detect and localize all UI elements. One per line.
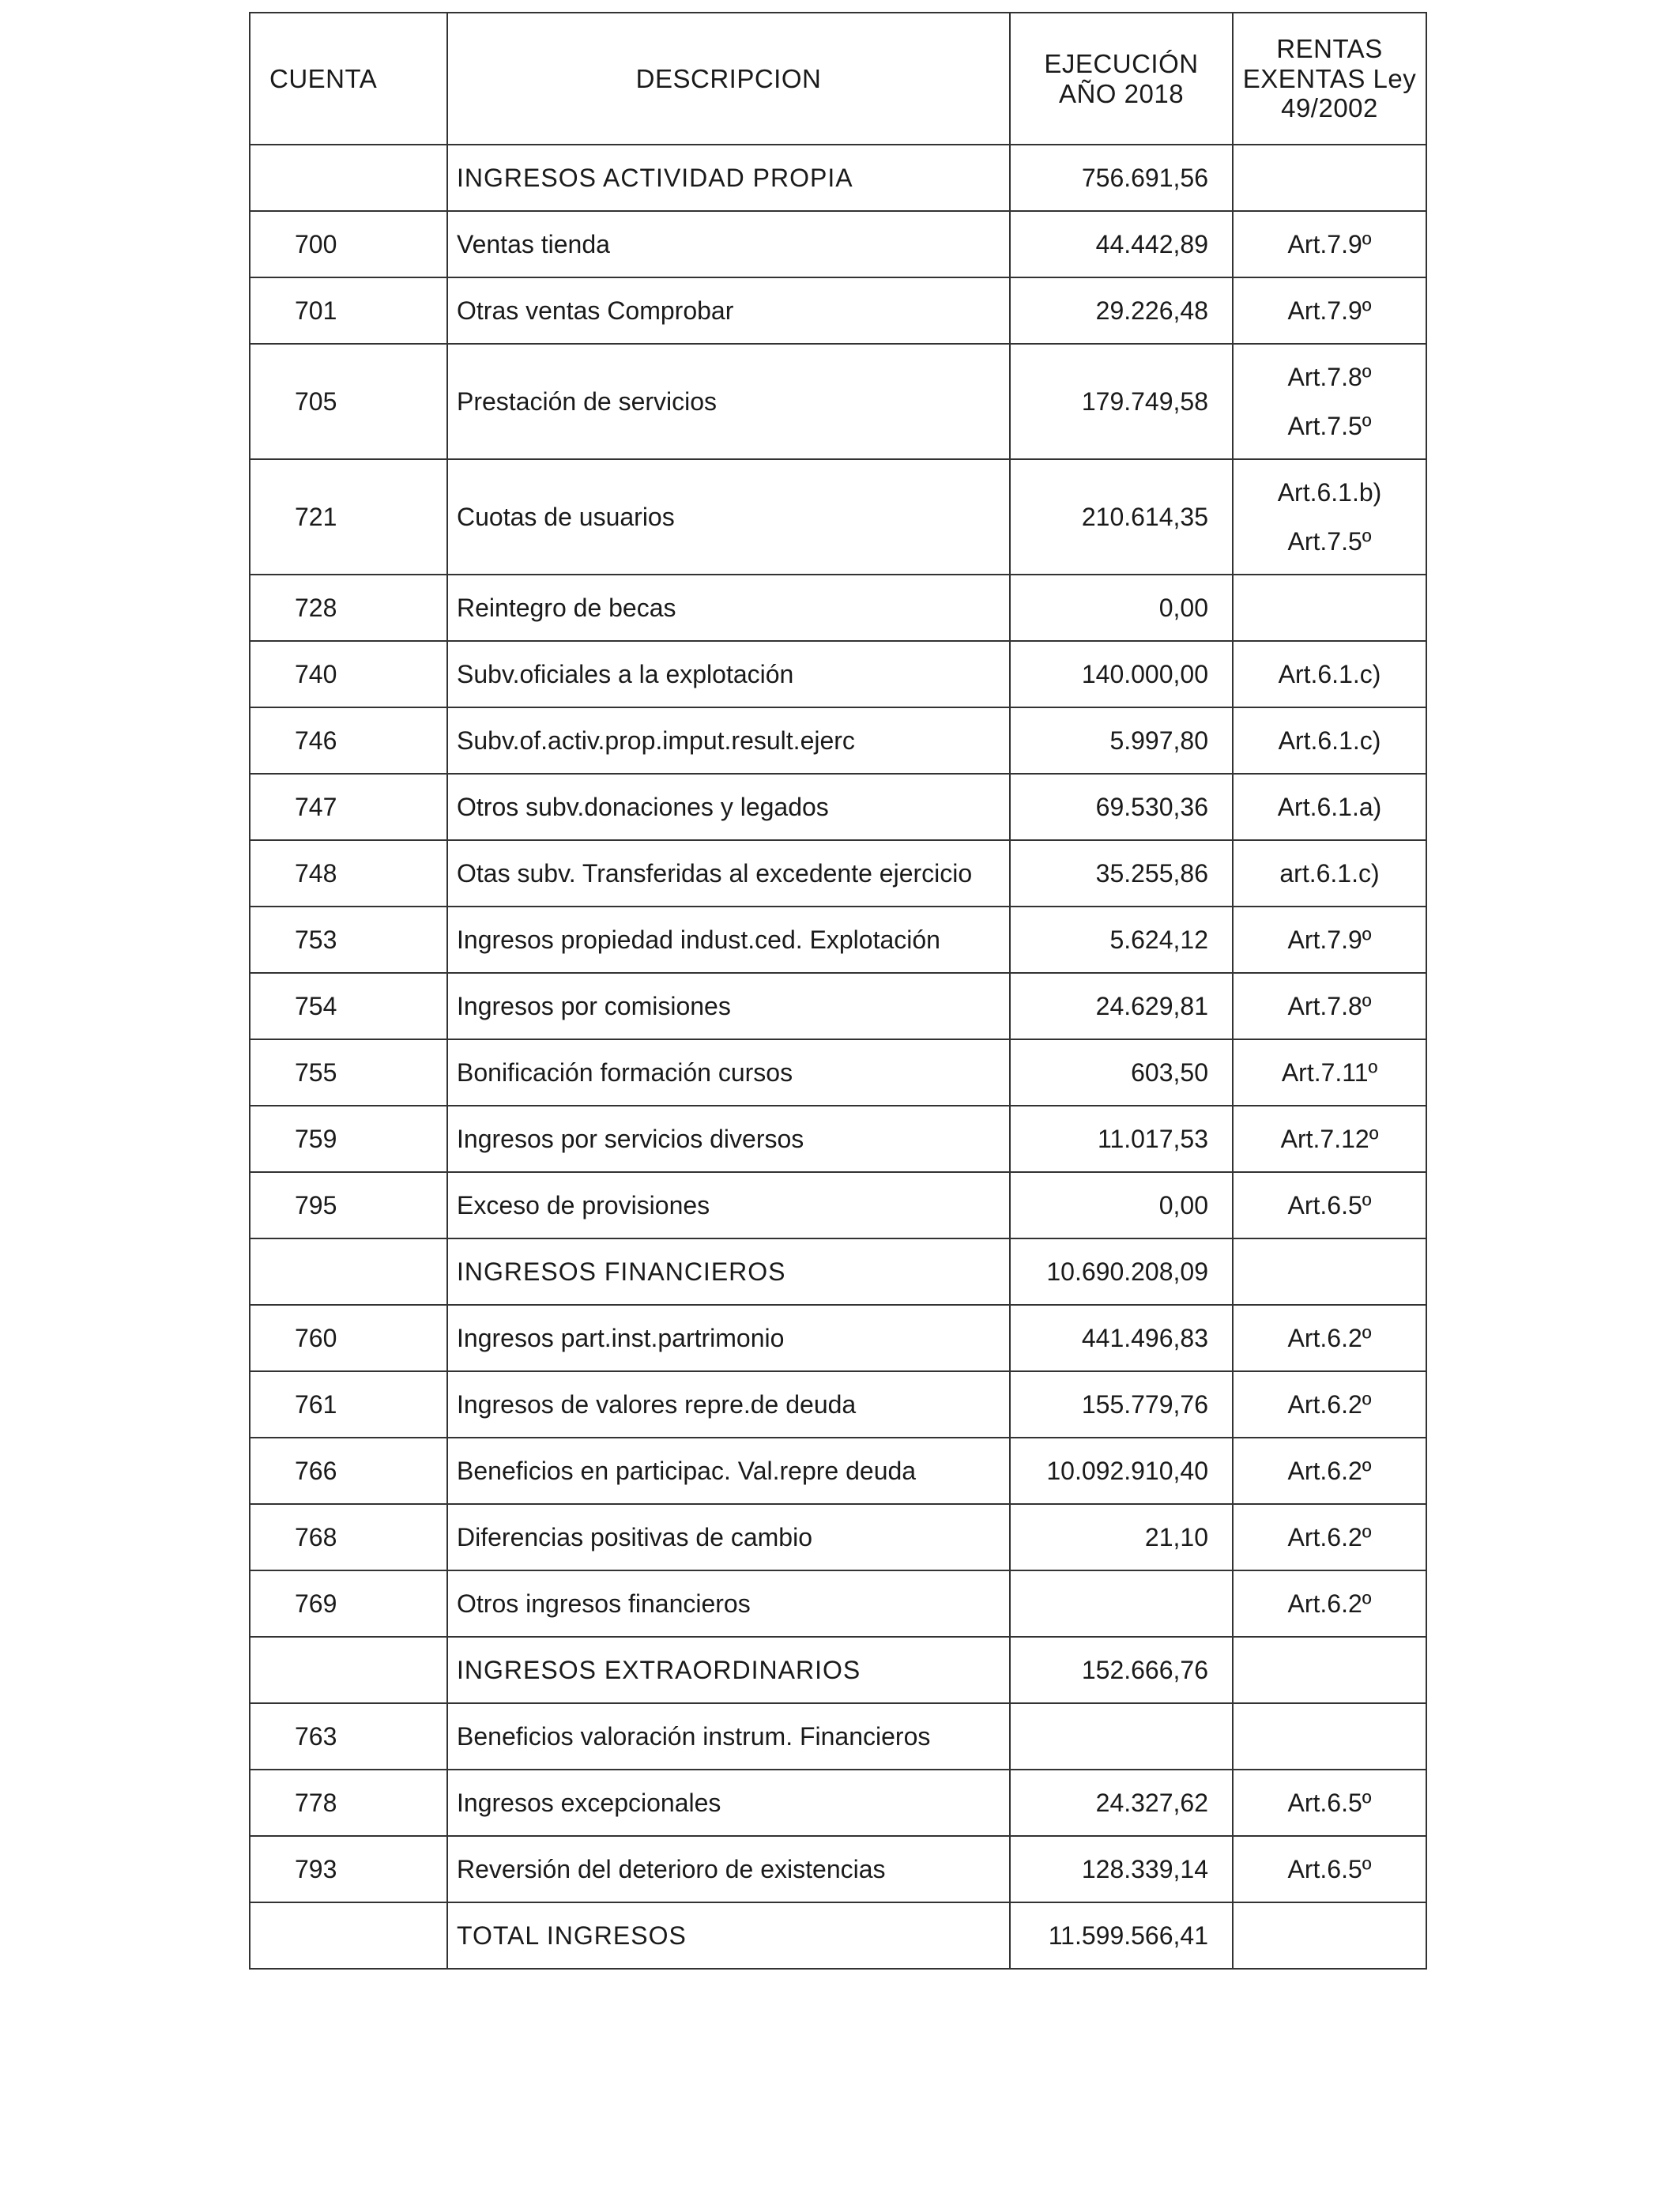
cell-articulo: Art.6.2º bbox=[1233, 1504, 1426, 1570]
cell-descripcion: Subv.oficiales a la explotación bbox=[447, 641, 1010, 707]
table-row bbox=[250, 1504, 1426, 1570]
total-row bbox=[250, 1902, 1426, 1969]
cell-importe: 11.599.566,41 bbox=[1010, 1902, 1233, 1969]
cell-importe: 10.092.910,40 bbox=[1010, 1438, 1233, 1504]
table-row bbox=[250, 575, 1426, 641]
cell-importe: 10.690.208,09 bbox=[1010, 1238, 1233, 1305]
table-row bbox=[250, 1305, 1426, 1371]
header-rentas bbox=[1233, 13, 1426, 145]
cell-articulo: Art.6.2º bbox=[1233, 1438, 1426, 1504]
cell-descripcion: INGRESOS ACTIVIDAD PROPIA bbox=[447, 145, 1010, 211]
cell-cuenta: 747 bbox=[250, 774, 447, 840]
cell-articulo: Art.7.12º bbox=[1233, 1106, 1426, 1172]
cell-articulo bbox=[1233, 1238, 1426, 1305]
cell-descripcion: Otas subv. Transferidas al excedente ejercicio bbox=[447, 840, 1010, 907]
cell-cuenta: 700 bbox=[250, 211, 447, 277]
cell-descripcion: Cuotas de usuarios bbox=[447, 459, 1010, 575]
cell-descripcion: Prestación de servicios bbox=[447, 344, 1010, 459]
cell-cuenta: 728 bbox=[250, 575, 447, 641]
articulo-line2: Art.7.5º bbox=[1287, 412, 1372, 440]
cell-descripcion: Ingresos excepcionales bbox=[447, 1770, 1010, 1836]
cell-importe: 21,10 bbox=[1010, 1504, 1233, 1570]
cell-articulo: Art.6.1.c) bbox=[1233, 641, 1426, 707]
section-row-actividad-propia bbox=[250, 145, 1426, 211]
header-descripcion: DESCRIPCION bbox=[447, 13, 1010, 145]
articulo-line1: Art.6.1.b) bbox=[1277, 478, 1382, 507]
cell-cuenta: 754 bbox=[250, 973, 447, 1039]
cell-cuenta: 793 bbox=[250, 1836, 447, 1902]
cell-cuenta: 759 bbox=[250, 1106, 447, 1172]
cell-cuenta: 755 bbox=[250, 1039, 447, 1106]
header-rentas-line3: 49/2002 bbox=[1281, 93, 1378, 123]
cell-importe: 0,00 bbox=[1010, 575, 1233, 641]
cell-descripcion: Otros ingresos financieros bbox=[447, 1570, 1010, 1637]
cell-cuenta: 763 bbox=[250, 1703, 447, 1770]
table-row bbox=[250, 277, 1426, 344]
cell-cuenta bbox=[250, 1637, 447, 1703]
table-row bbox=[250, 459, 1426, 575]
cell-descripcion: INGRESOS FINANCIEROS bbox=[447, 1238, 1010, 1305]
cell-articulo bbox=[1233, 575, 1426, 641]
table-row bbox=[250, 641, 1426, 707]
table-row bbox=[250, 344, 1426, 459]
header-ejecucion-line1: EJECUCIÓN bbox=[1044, 48, 1199, 78]
cell-cuenta: 769 bbox=[250, 1570, 447, 1637]
table-row bbox=[250, 1770, 1426, 1836]
cell-articulo: Art.7.9º bbox=[1233, 211, 1426, 277]
cell-cuenta: 701 bbox=[250, 277, 447, 344]
cell-cuenta: 748 bbox=[250, 840, 447, 907]
cell-cuenta: 761 bbox=[250, 1371, 447, 1438]
cell-cuenta: 721 bbox=[250, 459, 447, 575]
table-row bbox=[250, 973, 1426, 1039]
cell-descripcion: INGRESOS EXTRAORDINARIOS bbox=[447, 1637, 1010, 1703]
cell-descripcion: Ventas tienda bbox=[447, 211, 1010, 277]
cell-descripcion: TOTAL INGRESOS bbox=[447, 1902, 1010, 1969]
cell-descripcion: Beneficios en participac. Val.repre deuda bbox=[447, 1438, 1010, 1504]
cell-articulo: Art.6.5º bbox=[1233, 1172, 1426, 1238]
cell-cuenta: 778 bbox=[250, 1770, 447, 1836]
header-ejecucion-line2: AÑO 2018 bbox=[1058, 78, 1185, 108]
cell-importe bbox=[1010, 1703, 1233, 1770]
cell-cuenta: 740 bbox=[250, 641, 447, 707]
table-row bbox=[250, 1703, 1426, 1770]
section-row-extraordinarios bbox=[250, 1637, 1426, 1703]
articulo-line1: Art.7.8º bbox=[1287, 363, 1372, 391]
table-row bbox=[250, 707, 1426, 774]
cell-descripcion: Subv.of.activ.prop.imput.result.ejerc bbox=[447, 707, 1010, 774]
cell-importe: 35.255,86 bbox=[1010, 840, 1233, 907]
cell-descripcion: Reversión del deterioro de existencias bbox=[447, 1836, 1010, 1902]
cell-importe: 5.624,12 bbox=[1010, 907, 1233, 973]
cell-importe: 29.226,48 bbox=[1010, 277, 1233, 344]
table-row bbox=[250, 1371, 1426, 1438]
cell-descripcion: Reintegro de becas bbox=[447, 575, 1010, 641]
cell-cuenta: 766 bbox=[250, 1438, 447, 1504]
cell-descripcion: Beneficios valoración instrum. Financieros bbox=[447, 1703, 1010, 1770]
cell-descripcion: Ingresos por servicios diversos bbox=[447, 1106, 1010, 1172]
articulo-line2: Art.7.5º bbox=[1287, 527, 1372, 556]
cell-importe: 603,50 bbox=[1010, 1039, 1233, 1106]
cell-articulo: Art.7.9º bbox=[1233, 277, 1426, 344]
cell-importe: 441.496,83 bbox=[1010, 1305, 1233, 1371]
table-row bbox=[250, 1570, 1426, 1637]
cell-articulo bbox=[1233, 1902, 1426, 1969]
cell-articulo: Art.6.2º bbox=[1233, 1371, 1426, 1438]
header-ejecucion bbox=[1010, 13, 1233, 145]
cell-importe: 756.691,56 bbox=[1010, 145, 1233, 211]
cell-articulo: Art.6.2º bbox=[1233, 1305, 1426, 1371]
cell-articulo: Art.7.8º bbox=[1233, 973, 1426, 1039]
cell-importe bbox=[1010, 1570, 1233, 1637]
table-row bbox=[250, 907, 1426, 973]
cell-articulo: Art.6.1.a) bbox=[1233, 774, 1426, 840]
cell-articulo bbox=[1233, 1703, 1426, 1770]
cell-articulo: Art.6.1.c) bbox=[1233, 707, 1426, 774]
cell-importe: 140.000,00 bbox=[1010, 641, 1233, 707]
header-rentas-line1: RENTAS bbox=[1276, 33, 1383, 63]
table-row bbox=[250, 1438, 1426, 1504]
cell-descripcion: Ingresos propiedad indust.ced. Explotación bbox=[447, 907, 1010, 973]
table-row bbox=[250, 1106, 1426, 1172]
cell-descripcion: Exceso de provisiones bbox=[447, 1172, 1010, 1238]
table-row bbox=[250, 774, 1426, 840]
cell-cuenta: 705 bbox=[250, 344, 447, 459]
cell-importe: 69.530,36 bbox=[1010, 774, 1233, 840]
cell-importe: 152.666,76 bbox=[1010, 1637, 1233, 1703]
cell-cuenta bbox=[250, 145, 447, 211]
cell-cuenta: 753 bbox=[250, 907, 447, 973]
cell-cuenta: 795 bbox=[250, 1172, 447, 1238]
income-table bbox=[249, 12, 1427, 1970]
cell-articulo: Art.6.2º bbox=[1233, 1570, 1426, 1637]
cell-articulo: Art.7.9º bbox=[1233, 907, 1426, 973]
cell-articulo: art.6.1.c) bbox=[1233, 840, 1426, 907]
header-cuenta: CUENTA bbox=[250, 13, 447, 145]
cell-importe: 24.629,81 bbox=[1010, 973, 1233, 1039]
cell-descripcion: Diferencias positivas de cambio bbox=[447, 1504, 1010, 1570]
cell-descripcion: Ingresos por comisiones bbox=[447, 973, 1010, 1039]
cell-descripcion: Ingresos part.inst.partrimonio bbox=[447, 1305, 1010, 1371]
table-row bbox=[250, 1039, 1426, 1106]
table-row bbox=[250, 1836, 1426, 1902]
cell-articulo bbox=[1233, 344, 1426, 459]
cell-descripcion: Bonificación formación cursos bbox=[447, 1039, 1010, 1106]
cell-importe: 155.779,76 bbox=[1010, 1371, 1233, 1438]
cell-importe: 179.749,58 bbox=[1010, 344, 1233, 459]
cell-cuenta bbox=[250, 1902, 447, 1969]
cell-cuenta: 746 bbox=[250, 707, 447, 774]
cell-importe: 210.614,35 bbox=[1010, 459, 1233, 575]
cell-importe: 44.442,89 bbox=[1010, 211, 1233, 277]
table-row bbox=[250, 840, 1426, 907]
cell-importe: 24.327,62 bbox=[1010, 1770, 1233, 1836]
cell-importe: 0,00 bbox=[1010, 1172, 1233, 1238]
section-row-financieros bbox=[250, 1238, 1426, 1305]
table-row bbox=[250, 211, 1426, 277]
cell-importe: 128.339,14 bbox=[1010, 1836, 1233, 1902]
cell-articulo bbox=[1233, 145, 1426, 211]
cell-articulo: Art.6.5º bbox=[1233, 1770, 1426, 1836]
cell-articulo bbox=[1233, 1637, 1426, 1703]
cell-articulo bbox=[1233, 459, 1426, 575]
table-row bbox=[250, 1172, 1426, 1238]
cell-importe: 5.997,80 bbox=[1010, 707, 1233, 774]
cell-cuenta: 760 bbox=[250, 1305, 447, 1371]
cell-descripcion: Otras ventas Comprobar bbox=[447, 277, 1010, 344]
table-header-row bbox=[250, 13, 1426, 145]
cell-importe: 11.017,53 bbox=[1010, 1106, 1233, 1172]
cell-descripcion: Otros subv.donaciones y legados bbox=[447, 774, 1010, 840]
cell-cuenta bbox=[250, 1238, 447, 1305]
cell-articulo: Art.6.5º bbox=[1233, 1836, 1426, 1902]
cell-cuenta: 768 bbox=[250, 1504, 447, 1570]
cell-articulo: Art.7.11º bbox=[1233, 1039, 1426, 1106]
cell-descripcion: Ingresos de valores repre.de deuda bbox=[447, 1371, 1010, 1438]
header-rentas-line2: EXENTAS Ley bbox=[1242, 63, 1417, 93]
